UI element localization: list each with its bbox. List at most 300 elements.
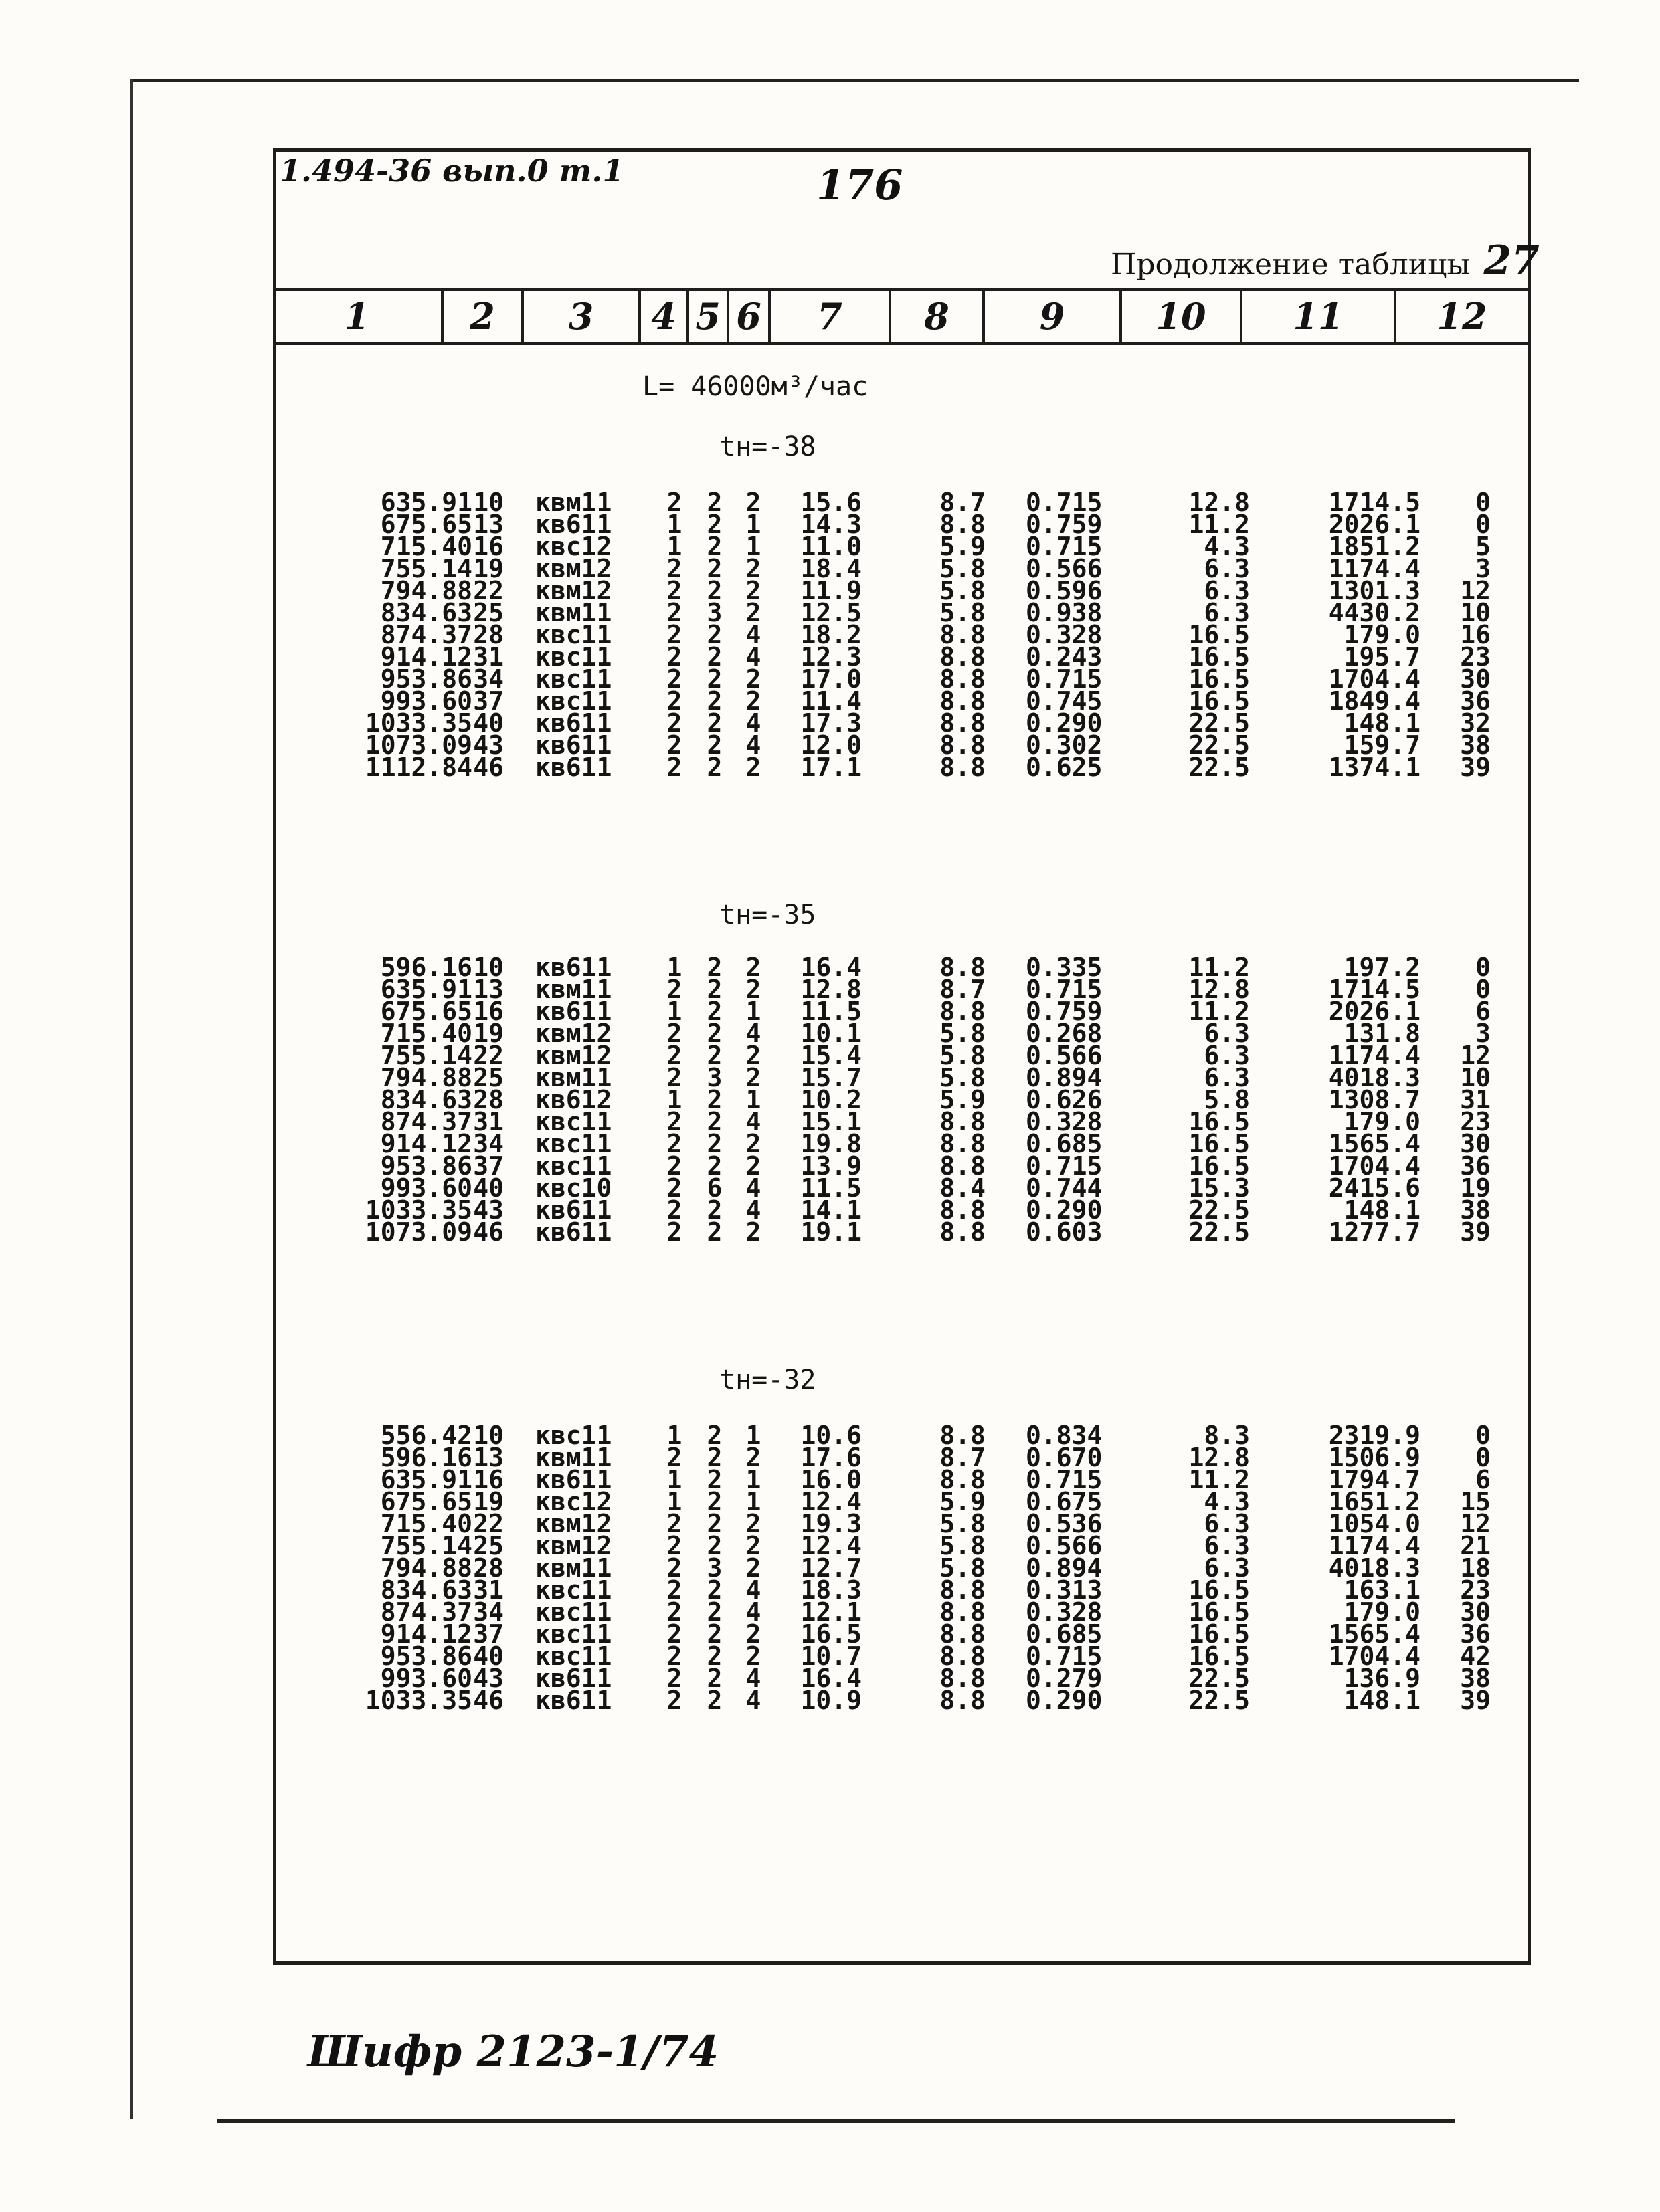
cell-col-5: 2 (707, 1151, 723, 1181)
cell-col-9: 0.685 (1026, 1129, 1103, 1159)
cell-col-9: 0.302 (1026, 730, 1103, 760)
cell-col-8: 8.8 (939, 752, 986, 782)
cell-col-7: 10.6 (800, 1421, 862, 1450)
cell-col-2: 40 (473, 708, 504, 738)
cell-col-6: 2 (745, 1063, 761, 1092)
cell-col-4: 2 (666, 488, 682, 517)
cell-col-1: 1073.09 (365, 730, 472, 760)
cell-col-12: 0 (1475, 488, 1491, 517)
cell-col-8: 5.8 (939, 1509, 986, 1538)
cell-col-7: 10.2 (800, 1085, 862, 1114)
cell-col-4: 2 (666, 1597, 682, 1627)
cell-col-12: 36 (1460, 686, 1491, 716)
cell-col-4: 2 (666, 1195, 682, 1225)
cell-col-5: 2 (707, 1041, 723, 1070)
cell-col-11: 179.0 (1344, 1107, 1420, 1136)
cell-col-5: 2 (707, 730, 723, 760)
continuation-label: Продолжение таблицы (1111, 247, 1471, 282)
cell-col-10: 6.3 (1204, 1019, 1250, 1048)
cell-col-5: 2 (707, 708, 723, 738)
cell-col-2: 22 (473, 1041, 504, 1070)
cell-col-1: 914.12 (380, 642, 472, 672)
cell-col-4: 2 (666, 1151, 682, 1181)
cell-col-5: 2 (707, 510, 723, 539)
cell-col-4: 2 (666, 708, 682, 738)
cell-col-10: 16.5 (1188, 1151, 1250, 1181)
cell-col-2: 37 (473, 686, 504, 716)
cell-col-9: 0.715 (1026, 1465, 1103, 1494)
cell-col-6: 4 (745, 1664, 761, 1693)
cell-col-7: 12.7 (800, 1553, 862, 1583)
cell-col-5: 2 (707, 1085, 723, 1114)
cell-col-3: квм12 (535, 576, 612, 605)
col-header-5: 5 (689, 291, 729, 342)
cell-col-12: 0 (1475, 510, 1491, 539)
cell-col-12: 30 (1460, 664, 1491, 694)
cell-col-2: 13 (473, 510, 504, 539)
cell-col-3: квс11 (535, 1129, 612, 1159)
cell-col-10: 22.5 (1188, 1195, 1250, 1225)
cell-col-10: 16.5 (1188, 686, 1250, 716)
cell-col-6: 2 (745, 1129, 761, 1159)
cell-col-5: 2 (707, 686, 723, 716)
cell-col-12: 12 (1460, 576, 1491, 605)
cell-col-11: 1714.5 (1328, 975, 1420, 1004)
cell-col-12: 23 (1460, 1107, 1491, 1136)
cell-col-12: 39 (1460, 1217, 1491, 1247)
cell-col-9: 0.715 (1026, 488, 1103, 517)
cell-col-3: квс11 (535, 1575, 612, 1605)
cell-col-4: 2 (666, 1019, 682, 1048)
cell-col-2: 19 (473, 1019, 504, 1048)
cell-col-1: 993.60 (380, 686, 472, 716)
cell-col-10: 15.3 (1188, 1173, 1250, 1203)
cell-col-1: 914.12 (380, 1129, 472, 1159)
cell-col-2: 22 (473, 576, 504, 605)
cell-col-4: 2 (666, 1641, 682, 1671)
cell-col-6: 4 (745, 1686, 761, 1715)
cell-col-10: 6.3 (1204, 1041, 1250, 1070)
cell-col-8: 8.8 (939, 1151, 986, 1181)
col-header-7: 7 (771, 291, 891, 342)
cell-col-11: 2026.1 (1328, 997, 1420, 1026)
cell-col-6: 2 (745, 1509, 761, 1538)
cell-col-9: 0.603 (1026, 1217, 1103, 1247)
cell-col-8: 8.8 (939, 1664, 986, 1693)
cell-col-4: 2 (666, 1107, 682, 1136)
cell-col-12: 0 (1475, 975, 1491, 1004)
cell-col-2: 46 (473, 1686, 504, 1715)
cell-col-5: 2 (707, 554, 723, 583)
cell-col-6: 2 (745, 1151, 761, 1181)
cell-col-8: 8.8 (939, 1195, 986, 1225)
cell-col-6: 4 (745, 1597, 761, 1627)
cell-col-3: кв611 (535, 708, 612, 738)
cell-col-10: 4.3 (1204, 1487, 1250, 1516)
cell-col-6: 4 (745, 1173, 761, 1203)
col-header-2: 2 (444, 291, 524, 342)
cell-col-6: 1 (745, 532, 761, 561)
table-row (273, 1217, 1531, 1247)
col-header-9: 9 (985, 291, 1122, 342)
cell-col-4: 1 (666, 510, 682, 539)
cell-col-7: 16.0 (800, 1465, 862, 1494)
cell-col-12: 39 (1460, 1686, 1491, 1715)
cell-col-10: 16.5 (1188, 1575, 1250, 1605)
section-label-32: tн=-32 (719, 1365, 816, 1395)
cell-col-8: 8.8 (939, 952, 986, 982)
cell-col-11: 1174.4 (1328, 1531, 1420, 1561)
cell-col-6: 2 (745, 1041, 761, 1070)
cell-col-7: 14.3 (800, 510, 862, 539)
section-label-38: tн=-38 (719, 431, 816, 462)
cell-col-2: 25 (473, 1063, 504, 1092)
cell-col-7: 12.5 (800, 598, 862, 627)
cell-col-9: 0.328 (1026, 620, 1103, 649)
cell-col-9: 0.290 (1026, 1195, 1103, 1225)
cell-col-12: 32 (1460, 708, 1491, 738)
cell-col-1: 953.86 (380, 664, 472, 694)
cell-col-3: квм12 (535, 554, 612, 583)
cell-col-1: 1112.84 (365, 752, 472, 782)
cell-col-8: 8.8 (939, 686, 986, 716)
cell-col-10: 16.5 (1188, 1619, 1250, 1649)
cell-col-4: 2 (666, 1575, 682, 1605)
section-label-35: tн=-35 (719, 900, 816, 930)
cell-col-2: 28 (473, 620, 504, 649)
cell-col-11: 1704.4 (1328, 664, 1420, 694)
cell-col-5: 2 (707, 1641, 723, 1671)
cell-col-1: 1033.35 (365, 1686, 472, 1715)
cell-col-1: 874.37 (380, 1597, 472, 1627)
cipher-footer: Шифр 2123-1/74 (308, 2027, 719, 2077)
cell-col-3: кв611 (535, 997, 612, 1026)
cell-col-2: 16 (473, 532, 504, 561)
cell-col-3: квс12 (535, 532, 612, 561)
cell-col-5: 2 (707, 1686, 723, 1715)
cell-col-6: 2 (745, 1619, 761, 1649)
cell-col-10: 6.3 (1204, 598, 1250, 627)
cell-col-10: 6.3 (1204, 1531, 1250, 1561)
cell-col-10: 12.8 (1188, 488, 1250, 517)
cell-col-2: 16 (473, 997, 504, 1026)
cell-col-2: 37 (473, 1619, 504, 1649)
cell-col-12: 3 (1475, 554, 1491, 583)
cell-col-7: 18.2 (800, 620, 862, 649)
cell-col-11: 197.2 (1344, 952, 1420, 982)
cell-col-1: 596.16 (380, 1443, 472, 1472)
cell-col-9: 0.834 (1026, 1421, 1103, 1450)
cell-col-3: кв611 (535, 1465, 612, 1494)
cell-col-2: 13 (473, 1443, 504, 1472)
section-tn-35 (273, 952, 1531, 1247)
cell-col-6: 2 (745, 598, 761, 627)
cell-col-3: кв611 (535, 510, 612, 539)
cell-col-7: 15.7 (800, 1063, 862, 1092)
col-header-8: 8 (891, 291, 985, 342)
cell-col-9: 0.626 (1026, 1085, 1103, 1114)
cell-col-1: 596.16 (380, 952, 472, 982)
cell-col-1: 993.60 (380, 1664, 472, 1693)
cell-col-7: 17.3 (800, 708, 862, 738)
cell-col-2: 10 (473, 952, 504, 982)
cell-col-11: 136.9 (1344, 1664, 1420, 1693)
cell-col-8: 5.9 (939, 1085, 986, 1114)
cell-col-3: квс10 (535, 1173, 612, 1203)
cell-col-3: квс12 (535, 1487, 612, 1516)
cell-col-12: 36 (1460, 1151, 1491, 1181)
cell-col-5: 2 (707, 952, 723, 982)
cell-col-2: 34 (473, 1597, 504, 1627)
cell-col-3: квс11 (535, 1151, 612, 1181)
cell-col-7: 10.7 (800, 1641, 862, 1671)
cell-col-8: 8.8 (939, 1575, 986, 1605)
outer-frame-left (130, 79, 133, 2119)
cell-col-5: 2 (707, 1217, 723, 1247)
cell-col-4: 2 (666, 1063, 682, 1092)
cell-col-10: 22.5 (1188, 708, 1250, 738)
cell-col-3: квс11 (535, 1421, 612, 1450)
cell-col-9: 0.290 (1026, 708, 1103, 738)
cell-col-6: 2 (745, 686, 761, 716)
cell-col-8: 8.8 (939, 1619, 986, 1649)
cell-col-7: 12.4 (800, 1531, 862, 1561)
cell-col-11: 2026.1 (1328, 510, 1420, 539)
cell-col-6: 4 (745, 1575, 761, 1605)
cell-col-2: 43 (473, 730, 504, 760)
cell-col-11: 1277.7 (1328, 1217, 1420, 1247)
cell-col-3: кв611 (535, 1686, 612, 1715)
cell-col-4: 1 (666, 532, 682, 561)
cell-col-4: 2 (666, 975, 682, 1004)
cell-col-4: 2 (666, 1553, 682, 1583)
cell-col-12: 15 (1460, 1487, 1491, 1516)
cell-col-1: 635.91 (380, 975, 472, 1004)
cell-col-8: 8.8 (939, 664, 986, 694)
cell-col-2: 10 (473, 488, 504, 517)
cell-col-6: 1 (745, 1487, 761, 1516)
cell-col-7: 11.0 (800, 532, 862, 561)
cell-col-11: 1506.9 (1328, 1443, 1420, 1472)
cell-col-10: 22.5 (1188, 752, 1250, 782)
cell-col-1: 794.88 (380, 576, 472, 605)
cell-col-5: 2 (707, 1421, 723, 1450)
cell-col-2: 31 (473, 1575, 504, 1605)
cell-col-10: 6.3 (1204, 1063, 1250, 1092)
cell-col-6: 1 (745, 510, 761, 539)
cell-col-1: 635.91 (380, 488, 472, 517)
cell-col-11: 4018.3 (1328, 1063, 1420, 1092)
cell-col-2: 28 (473, 1553, 504, 1583)
cell-col-3: квс11 (535, 1641, 612, 1671)
cell-col-9: 0.290 (1026, 1686, 1103, 1715)
cell-col-2: 46 (473, 1217, 504, 1247)
cell-col-3: квс11 (535, 1619, 612, 1649)
cell-col-8: 8.8 (939, 1107, 986, 1136)
cell-col-1: 675.65 (380, 997, 472, 1026)
cell-col-2: 19 (473, 1487, 504, 1516)
cell-col-10: 6.3 (1204, 576, 1250, 605)
cell-col-3: кв611 (535, 752, 612, 782)
cell-col-5: 2 (707, 642, 723, 672)
cell-col-10: 6.3 (1204, 1553, 1250, 1583)
cell-col-1: 715.40 (380, 1509, 472, 1538)
cell-col-11: 1714.5 (1328, 488, 1420, 517)
table-continuation-title (1111, 237, 1540, 284)
cell-col-10: 12.8 (1188, 975, 1250, 1004)
cell-col-4: 1 (666, 1085, 682, 1114)
cell-col-12: 18 (1460, 1553, 1491, 1583)
outer-frame-bottom (217, 2119, 1455, 2123)
cell-col-9: 0.745 (1026, 686, 1103, 716)
cell-col-2: 19 (473, 554, 504, 583)
cell-col-12: 6 (1475, 997, 1491, 1026)
cell-col-6: 2 (745, 752, 761, 782)
cell-col-12: 38 (1460, 730, 1491, 760)
cell-col-9: 0.894 (1026, 1063, 1103, 1092)
cell-col-4: 2 (666, 1664, 682, 1693)
cell-col-12: 30 (1460, 1129, 1491, 1159)
cell-col-1: 834.63 (380, 1085, 472, 1114)
cell-col-8: 5.8 (939, 1019, 986, 1048)
outer-frame-top (130, 79, 1579, 82)
cell-col-8: 8.8 (939, 1217, 986, 1247)
cell-col-7: 12.1 (800, 1597, 862, 1627)
cell-col-1: 874.37 (380, 620, 472, 649)
cell-col-7: 12.3 (800, 642, 862, 672)
cell-col-8: 5.8 (939, 1531, 986, 1561)
cell-col-9: 0.744 (1026, 1173, 1103, 1203)
cell-col-12: 23 (1460, 1575, 1491, 1605)
cell-col-2: 28 (473, 1085, 504, 1114)
cell-col-5: 2 (707, 1019, 723, 1048)
cell-col-3: квм11 (535, 1063, 612, 1092)
cell-col-11: 4018.3 (1328, 1553, 1420, 1583)
cell-col-9: 0.313 (1026, 1575, 1103, 1605)
cell-col-10: 16.5 (1188, 664, 1250, 694)
cell-col-4: 2 (666, 554, 682, 583)
cell-col-8: 5.8 (939, 554, 986, 583)
cell-col-4: 2 (666, 642, 682, 672)
col-header-4: 4 (641, 291, 689, 342)
cell-col-11: 1704.4 (1328, 1151, 1420, 1181)
cell-col-9: 0.715 (1026, 975, 1103, 1004)
cell-col-3: квм12 (535, 1509, 612, 1538)
cell-col-11: 1308.7 (1328, 1085, 1420, 1114)
cell-col-7: 14.1 (800, 1195, 862, 1225)
col-header-1: 1 (273, 291, 444, 342)
cell-col-12: 3 (1475, 1019, 1491, 1048)
cell-col-9: 0.670 (1026, 1443, 1103, 1472)
cell-col-11: 179.0 (1344, 1597, 1420, 1627)
cell-col-7: 11.9 (800, 576, 862, 605)
cell-col-3: квс11 (535, 642, 612, 672)
cell-col-3: квм11 (535, 975, 612, 1004)
cell-col-4: 2 (666, 1129, 682, 1159)
cell-col-5: 2 (707, 1487, 723, 1516)
cell-col-8: 8.7 (939, 488, 986, 517)
cell-col-8: 5.9 (939, 1487, 986, 1516)
cell-col-2: 43 (473, 1195, 504, 1225)
cell-col-11: 179.0 (1344, 620, 1420, 649)
cell-col-2: 34 (473, 664, 504, 694)
cell-col-12: 6 (1475, 1465, 1491, 1494)
cell-col-4: 2 (666, 1686, 682, 1715)
cell-col-10: 8.3 (1204, 1421, 1250, 1450)
cell-col-7: 15.1 (800, 1107, 862, 1136)
frame-bottom (273, 1961, 1531, 1965)
cell-col-9: 0.279 (1026, 1664, 1103, 1693)
table-number: 27 (1483, 237, 1540, 284)
cell-col-9: 0.715 (1026, 1641, 1103, 1671)
col-header-12: 12 (1437, 295, 1487, 338)
cell-col-7: 17.1 (800, 752, 862, 782)
cell-col-7: 19.8 (800, 1129, 862, 1159)
cell-col-5: 2 (707, 1195, 723, 1225)
cell-col-12: 39 (1460, 752, 1491, 782)
cell-col-11: 1851.2 (1328, 532, 1420, 561)
cell-col-2: 22 (473, 1509, 504, 1538)
column-number-row (273, 288, 1531, 345)
cell-col-1: 874.37 (380, 1107, 472, 1136)
col-header-3: 3 (524, 291, 641, 342)
cell-col-12: 23 (1460, 642, 1491, 672)
cell-col-11: 1054.0 (1328, 1509, 1420, 1538)
cell-col-3: кв612 (535, 1085, 612, 1114)
cell-col-2: 40 (473, 1641, 504, 1671)
cell-col-11: 4430.2 (1328, 598, 1420, 627)
cell-col-6: 2 (745, 554, 761, 583)
cell-col-9: 0.328 (1026, 1597, 1103, 1627)
cell-col-4: 2 (666, 752, 682, 782)
cell-col-5: 2 (707, 620, 723, 649)
cell-col-4: 2 (666, 1217, 682, 1247)
cell-col-1: 914.12 (380, 1619, 472, 1649)
cell-col-6: 2 (745, 952, 761, 982)
cell-col-12: 36 (1460, 1619, 1491, 1649)
cell-col-2: 43 (473, 1664, 504, 1693)
cell-col-11: 1704.4 (1328, 1641, 1420, 1671)
cell-col-5: 2 (707, 1129, 723, 1159)
cell-col-8: 8.4 (939, 1173, 986, 1203)
cell-col-6: 2 (745, 576, 761, 605)
cell-col-10: 16.5 (1188, 642, 1250, 672)
cell-col-1: 794.88 (380, 1553, 472, 1583)
col-header-6: 6 (729, 291, 771, 342)
cell-col-12: 19 (1460, 1173, 1491, 1203)
cell-col-9: 0.938 (1026, 598, 1103, 627)
cell-col-8: 5.8 (939, 1041, 986, 1070)
cell-col-8: 8.8 (939, 620, 986, 649)
cell-col-3: кв611 (535, 1664, 612, 1693)
cell-col-5: 2 (707, 1443, 723, 1472)
cell-col-3: квс11 (535, 1107, 612, 1136)
cell-col-4: 2 (666, 664, 682, 694)
cell-col-8: 8.8 (939, 510, 986, 539)
table-row (273, 1686, 1531, 1715)
cell-col-10: 22.5 (1188, 730, 1250, 760)
cell-col-9: 0.566 (1026, 1531, 1103, 1561)
cell-col-3: квс11 (535, 686, 612, 716)
cell-col-7: 15.6 (800, 488, 862, 517)
cell-col-10: 4.3 (1204, 532, 1250, 561)
cell-col-5: 2 (707, 1664, 723, 1693)
cell-col-10: 11.2 (1188, 510, 1250, 539)
cell-col-8: 5.8 (939, 1063, 986, 1092)
cell-col-1: 635.91 (380, 1465, 472, 1494)
frame-top (273, 148, 1531, 152)
cell-col-6: 2 (745, 1443, 761, 1472)
